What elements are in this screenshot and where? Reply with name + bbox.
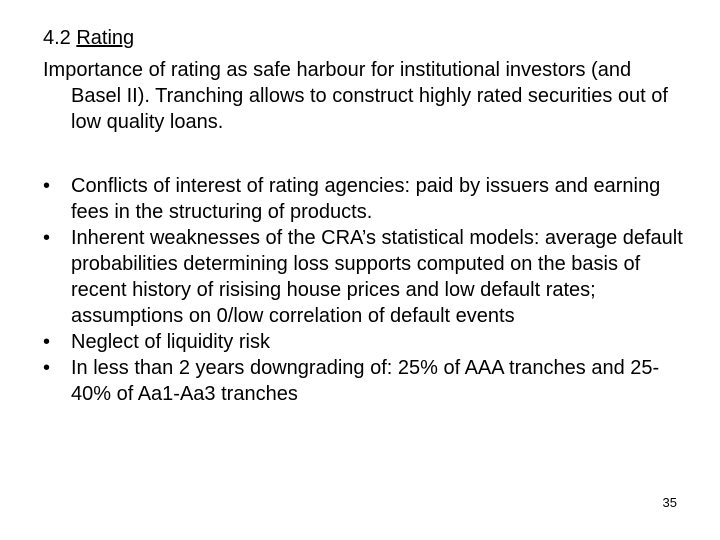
bullet-text: Neglect of liquidity risk [71, 331, 270, 353]
section-heading [43, 25, 134, 51]
bullet-text: Inherent weaknesses of the CRA’s statistical models: average default probabilities determining loss supports computed on the basis of recent history of risising house prices and low default rates; assumptions on 0/low correlation of default events [71, 227, 683, 327]
bullet-item [43, 173, 693, 225]
section-title: Rating [76, 27, 135, 49]
bullet-icon: • [43, 331, 51, 353]
bullet-icon: • [43, 175, 51, 197]
bullet-icon: • [43, 357, 51, 379]
bullet-icon: • [43, 227, 51, 249]
page-number: 35 [662, 495, 677, 510]
bullet-list [43, 173, 693, 407]
intro-paragraph: Importance of rating as safe harbour for institutional investors (and Basel II). Tranching allows to construct highly rated securities out of low quality loans. [43, 59, 668, 133]
section-number: 4.2 [43, 27, 77, 49]
bullet-item [43, 225, 693, 329]
bullet-text: Conflicts of interest of rating agencies: paid by issuers and earning fees in the structuring of products. [71, 175, 661, 223]
bullet-item [43, 329, 693, 355]
bullet-item [43, 355, 693, 407]
bullet-text: In less than 2 years downgrading of: 25% of AAA tranches and 25-40% of Aa1-Aa3 tranches [71, 357, 660, 405]
